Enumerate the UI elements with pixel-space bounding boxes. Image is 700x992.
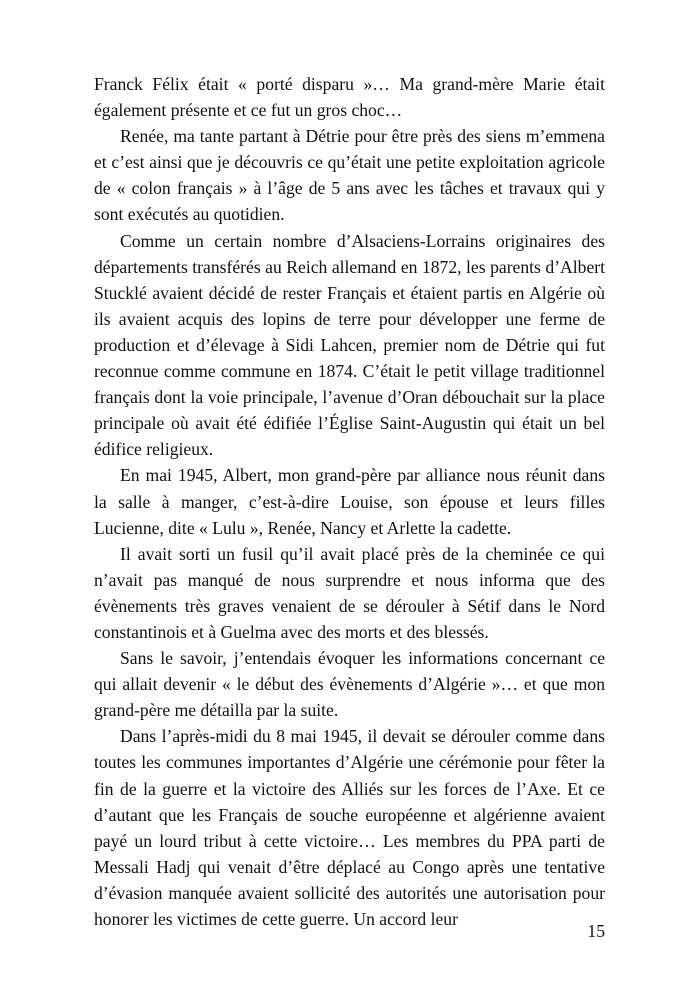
paragraph: Dans l’après-midi du 8 mai 1945, il devait se dérouler comme dans toutes les communes importantes d’Algérie une cérémonie pour fêter la fin de la guerre et la victoire des Alliés sur les forces de l’Axe. Et ce d’autant que les Français de souche européenne et algérienne avaient payé un lourd tribut à cette victoire… Les membres du PPA parti de Messali Hadj qui venait d’être déplacé au Congo après une tentative d’évasion manquée avaient sollicité des autorités une autorisation pour honorer les victimes de cette guerre. Un accord leur bbox=[94, 726, 605, 929]
paragraph: Sans le savoir, j’entendais évoquer les informations concernant ce qui allait devenir « le début des évènements d’Algérie »… et que mon grand-père me détailla par la suite. bbox=[94, 648, 605, 721]
paragraph: Renée, ma tante partant à Détrie pour être près des siens m’emmena et c’est ainsi que je découvris ce qu’était une petite exploitation agricole de « colon français » à l’âge de 5 ans avec les tâches et travaux qui y sont exécutés au quotidien. bbox=[94, 126, 605, 225]
paragraph: Comme un certain nombre d’Alsaciens-Lorrains originaires des départements transférés au Reich allemand en 1872, les parents d’Albert Stucklé avaient décidé de rester Français et étaient partis en Algérie où ils avaient acquis des lopins de terre pour développer une ferme de production et d’élevage à Sidi Lahcen, premier nom de Détrie qui fut reconnue comme commune en 1874. C’était le petit village traditionnel français dont la voie principale, l’avenue d’Oran débouchait sur la place principale où avait été édifiée l’Église Saint-Augustin qui était un bel édifice religieux. bbox=[94, 230, 605, 460]
body-text bbox=[94, 71, 605, 932]
paragraph: En mai 1945, Albert, mon grand-père par alliance nous réunit dans la salle à manger, c’est-à-dire Louise, son épouse et leurs filles Lucienne, dite « Lulu », Renée, Nancy et Arlette la cadette. bbox=[94, 465, 605, 538]
paragraph-continued: Franck Félix était « porté disparu »… Ma grand-mère Marie était également présente et ce fut un gros choc… bbox=[94, 74, 605, 121]
paragraph: Il avait sorti un fusil qu’il avait placé près de la cheminée ce qui n’avait pas manqué de nous surprendre et nous informa que des évènements très graves venaient de se dérouler à Sétif dans le Nord constantinois et à Guelma avec des morts et des blessés. bbox=[94, 543, 605, 642]
page-number: 15 bbox=[587, 921, 605, 941]
